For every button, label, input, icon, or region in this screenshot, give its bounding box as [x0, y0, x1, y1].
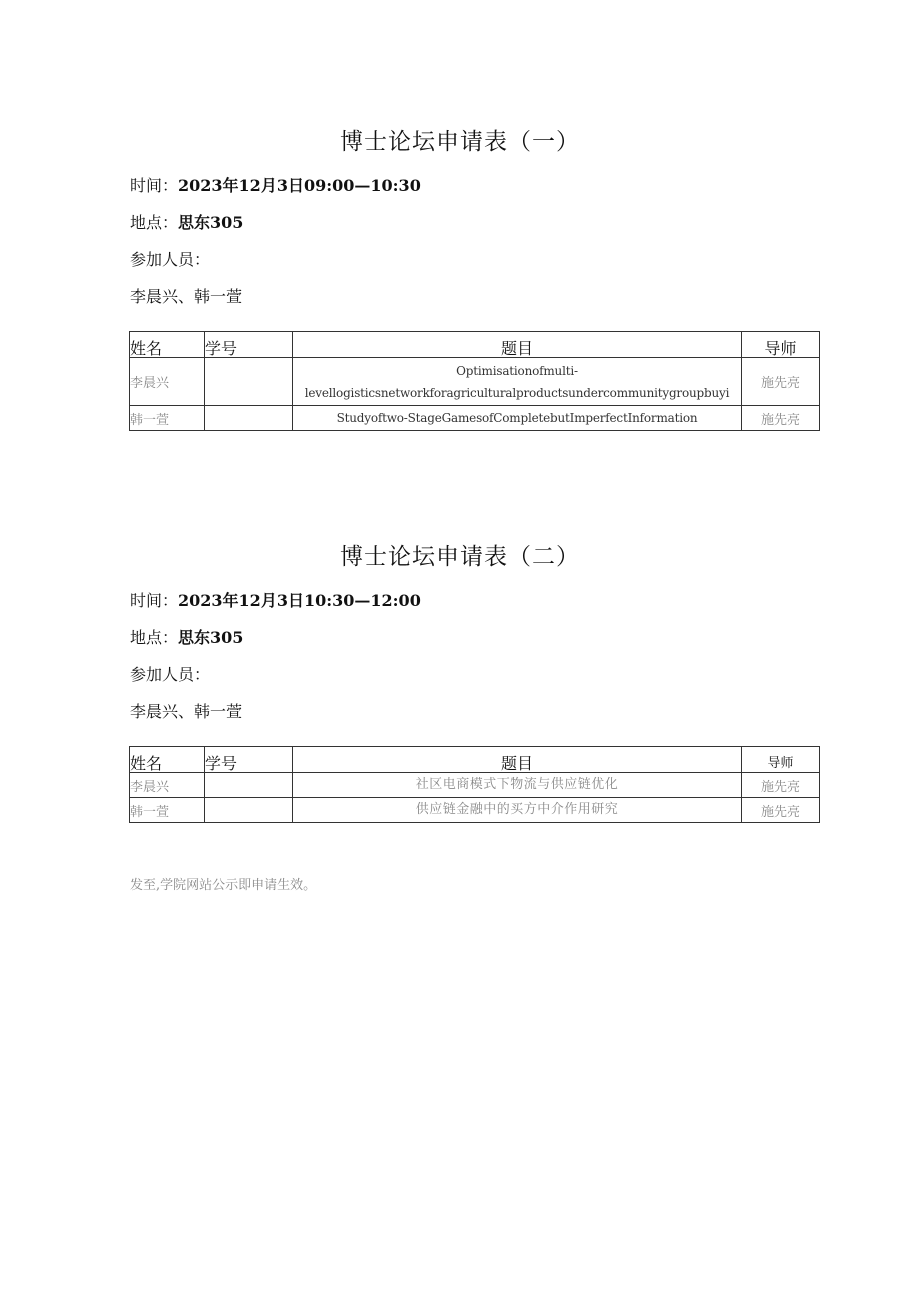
- time-value: 2023年12月3日09:00—10:30: [178, 176, 421, 195]
- footer-note: 发至,学院网站公示即申请生效。: [130, 878, 317, 893]
- time-label: 时间：: [130, 591, 179, 610]
- form-two-place: [130, 625, 243, 648]
- row-name: 李晨兴: [130, 358, 205, 406]
- table-row: [130, 358, 820, 406]
- form-one-time: [130, 173, 421, 196]
- row-advisor: 施先亮: [742, 773, 820, 798]
- form-two-time: [130, 588, 421, 611]
- form-one-place: [130, 210, 243, 233]
- table-header-row: [130, 332, 820, 358]
- time-value: 2023年12月3日10:30—12:00: [178, 591, 421, 610]
- row-topic: 供应链金融中的买方中介作用研究: [293, 798, 742, 823]
- row-topic: 社区电商模式下物流与供应链优化: [293, 773, 742, 798]
- header-advisor: 导师: [742, 332, 820, 358]
- header-student-id: 学号: [205, 747, 293, 773]
- place-label: 地点：: [130, 628, 179, 647]
- row-student-id: [205, 406, 293, 431]
- row-name: 李晨兴: [130, 773, 205, 798]
- form-two-table: [129, 746, 820, 823]
- topic-line-2: levellogisticsnetworkforagriculturalproductsundercommunitygroupbuyi: [304, 385, 730, 400]
- form-one-title: 博士论坛申请表（一）: [340, 129, 580, 155]
- form-two-title: 博士论坛申请表（二）: [340, 544, 580, 570]
- form-one-participants-label: 参加人员：: [130, 250, 211, 269]
- row-advisor: 施先亮: [742, 358, 820, 406]
- table-row: [130, 773, 820, 798]
- form-two-participants-label: 参加人员：: [130, 665, 211, 684]
- row-name: 韩一萱: [130, 406, 205, 431]
- form-one-table: [129, 331, 820, 431]
- row-advisor: 施先亮: [742, 406, 820, 431]
- place-value: 思东305: [178, 628, 244, 647]
- place-label: 地点：: [130, 213, 179, 232]
- row-student-id: [205, 358, 293, 406]
- row-topic: [293, 358, 742, 406]
- header-name: 姓名: [130, 747, 205, 773]
- topic-line-1: Optimisationofmulti-: [456, 363, 578, 378]
- table-row: [130, 798, 820, 823]
- header-advisor: 导师: [742, 747, 820, 773]
- time-label: 时间：: [130, 176, 179, 195]
- form-one-participants: 李晨兴、韩一萱: [130, 287, 243, 306]
- row-student-id: [205, 773, 293, 798]
- row-topic: Studyoftwo-StageGamesofCompletebutImperfectInformation: [293, 406, 742, 431]
- place-value: 思东305: [178, 213, 244, 232]
- header-topic: 题目: [293, 332, 742, 358]
- row-name: 韩一萱: [130, 798, 205, 823]
- header-name: 姓名: [130, 332, 205, 358]
- row-advisor: 施先亮: [742, 798, 820, 823]
- table-row: [130, 406, 820, 431]
- table-header-row: [130, 747, 820, 773]
- form-two-participants: 李晨兴、韩一萱: [130, 702, 243, 721]
- header-topic: 题目: [293, 747, 742, 773]
- row-student-id: [205, 798, 293, 823]
- header-student-id: 学号: [205, 332, 293, 358]
